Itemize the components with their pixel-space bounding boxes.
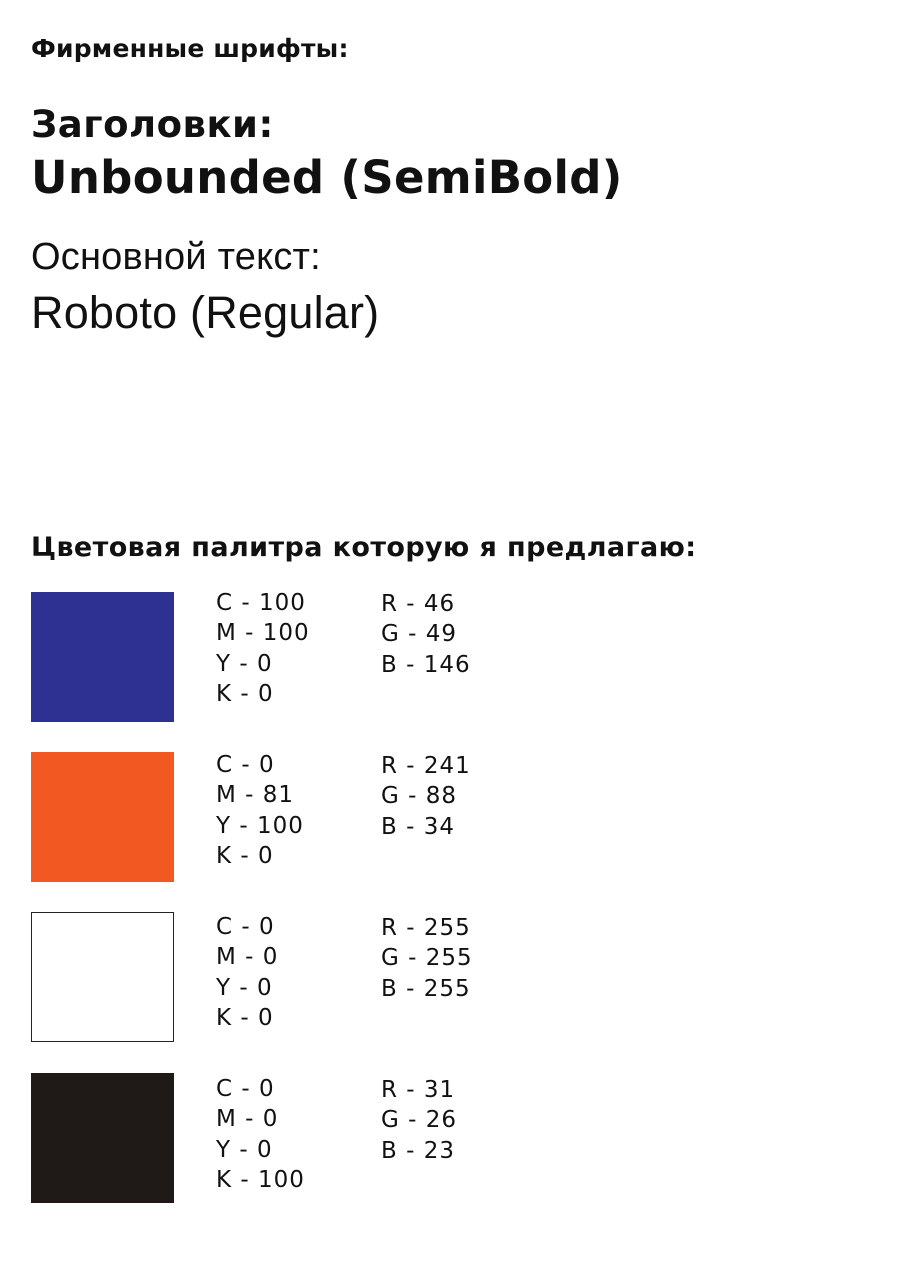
cmyk-k-value: K - 0 (216, 842, 274, 869)
rgb-values (381, 589, 471, 680)
cmyk-y-value: Y - 100 (216, 812, 304, 839)
cmyk-k-value: K - 0 (216, 680, 274, 707)
rgb-r-value: R - 46 (381, 591, 456, 617)
rgb-r-value: R - 241 (381, 753, 471, 779)
rgb-g-value: G - 88 (381, 783, 458, 810)
cmyk-m-value: M - 0 (216, 1106, 279, 1133)
cmyk-c-value: C - 0 (216, 752, 275, 778)
rgb-b-value: B - 23 (381, 1137, 455, 1164)
rgb-r-value: R - 255 (381, 915, 471, 941)
cmyk-m-value: M - 100 (216, 620, 310, 647)
rgb-r-value: R - 31 (381, 1077, 456, 1103)
cmyk-c-value: C - 0 (216, 914, 275, 940)
cmyk-values (216, 1074, 305, 1195)
headings-font-name: Unbounded (SemiBold) (31, 151, 623, 204)
cmyk-values (216, 588, 310, 709)
cmyk-c-value: C - 100 (216, 590, 306, 616)
fonts-heading: Фирменные шрифты: (31, 34, 349, 63)
cmyk-m-value: M - 0 (216, 944, 279, 971)
body-font-label: Основной текст: (31, 236, 321, 278)
cmyk-y-value: Y - 0 (216, 650, 273, 677)
body-font-name: Roboto (Regular) (31, 287, 380, 338)
rgb-values (381, 751, 471, 842)
headings-font-label: Заголовки: (31, 103, 274, 146)
cmyk-y-value: Y - 0 (216, 1136, 273, 1163)
cmyk-c-value: C - 0 (216, 1076, 275, 1102)
rgb-b-value: B - 255 (381, 975, 471, 1002)
color-swatch-white (31, 912, 174, 1042)
rgb-g-value: G - 49 (381, 621, 458, 648)
rgb-b-value: B - 34 (381, 813, 455, 840)
cmyk-values (216, 750, 304, 871)
cmyk-values (216, 912, 278, 1033)
rgb-g-value: G - 255 (381, 945, 473, 972)
color-swatch-black (31, 1073, 174, 1203)
cmyk-k-value: K - 0 (216, 1004, 274, 1031)
palette-heading: Цветовая палитра которую я предлагаю: (31, 532, 697, 563)
cmyk-k-value: K - 100 (216, 1166, 305, 1193)
cmyk-m-value: M - 81 (216, 782, 295, 809)
rgb-values (381, 1075, 457, 1166)
color-swatch-blue (31, 592, 174, 722)
rgb-g-value: G - 26 (381, 1107, 458, 1134)
rgb-b-value: B - 146 (381, 651, 471, 678)
color-swatch-orange (31, 752, 174, 882)
cmyk-y-value: Y - 0 (216, 974, 273, 1001)
rgb-values (381, 913, 473, 1004)
